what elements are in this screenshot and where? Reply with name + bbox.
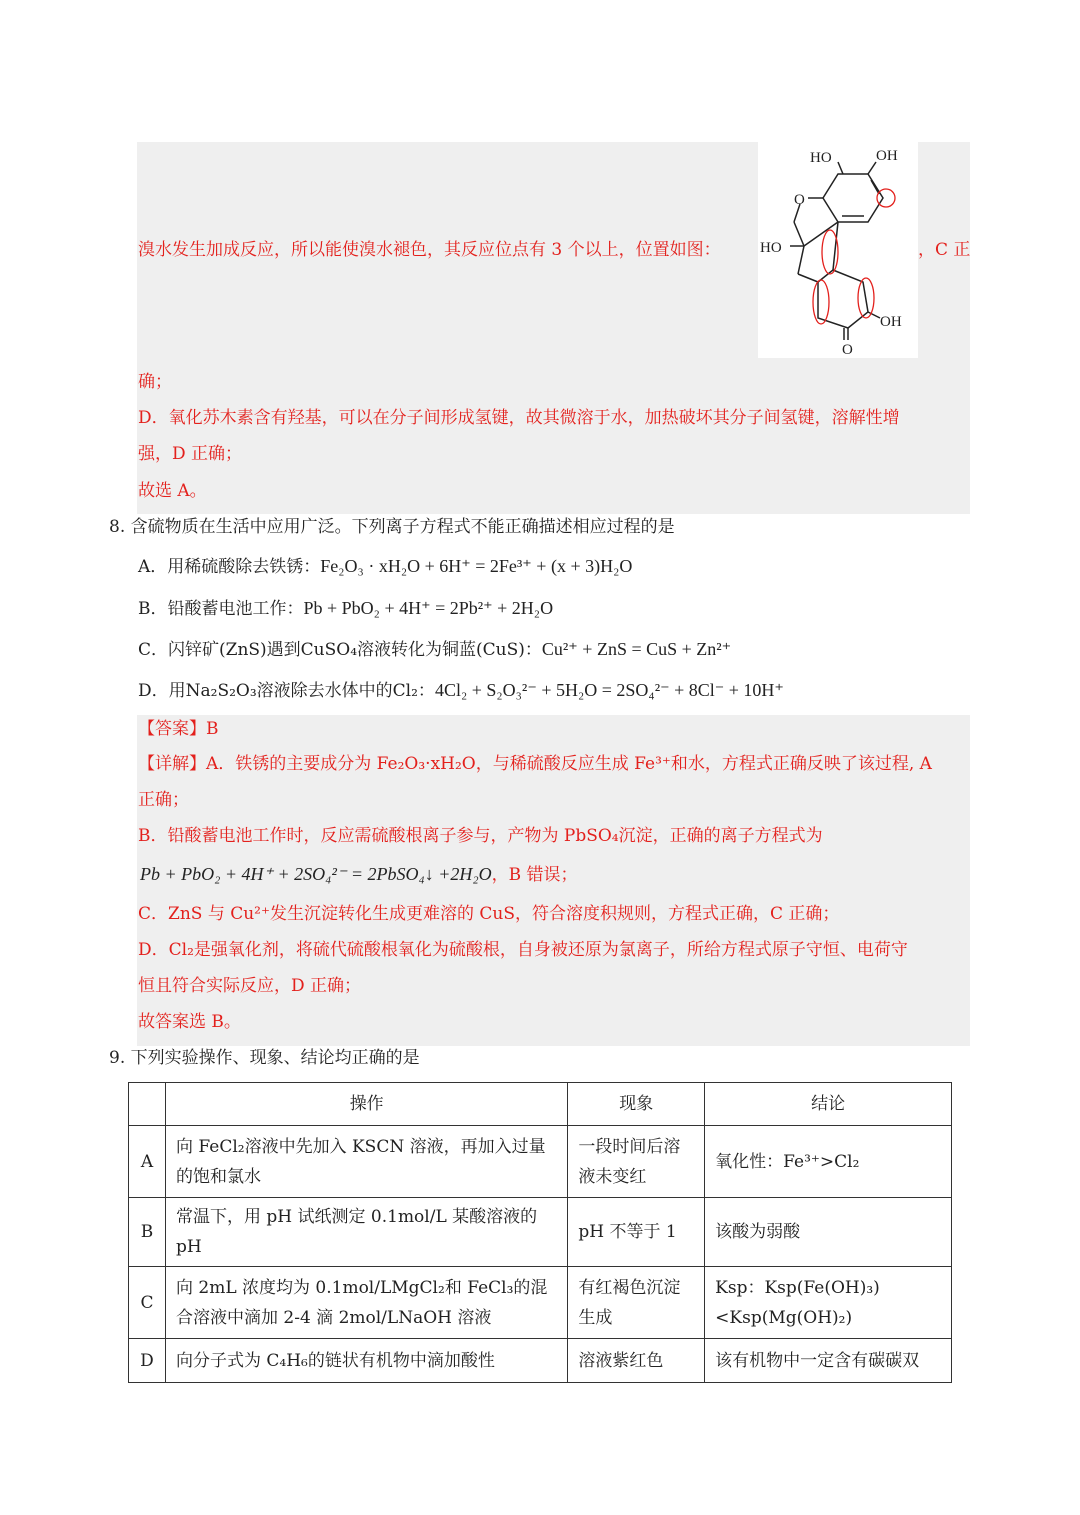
header-cell bbox=[129, 1083, 166, 1126]
q7-detail-line: 强，D 正确； bbox=[138, 444, 243, 464]
option-formula: 4Cl₂ + S₂O₃²⁻ + 5H₂O = 2SO₄²⁻ + 8Cl⁻ + 10H⁺ bbox=[434, 680, 784, 700]
conclusion-cell: 氧化性：Fe³⁺>Cl₂ bbox=[705, 1126, 952, 1198]
row-label: C bbox=[129, 1267, 166, 1339]
q9-table bbox=[128, 1082, 952, 1383]
option-formula: Fe₂O₃ · xH₂O + 6H⁺ = 2Fe³⁺ + (x + 3)H₂O bbox=[320, 556, 633, 576]
detail-formula: Pb + PbO₂ + 4H⁺ + 2SO₄²⁻ = 2PbSO₄↓ +2H₂O bbox=[140, 864, 492, 884]
q7-detail-line: 确； bbox=[138, 372, 172, 392]
q9-stem: 9. 下列实验操作、现象、结论均正确的是 bbox=[109, 1048, 420, 1068]
table-row bbox=[129, 1198, 952, 1267]
operation-cell: 向分子式为 C₄H₆的链状有机物中滴加酸性 bbox=[165, 1339, 567, 1383]
q8-detail-line: 正确； bbox=[138, 790, 189, 810]
option-formula: Cu²⁺ + ZnS = CuS + Zn²⁺ bbox=[541, 639, 732, 659]
phenomenon-cell: pH 不等于 1 bbox=[568, 1198, 705, 1267]
table-header-row bbox=[129, 1083, 952, 1126]
q8-stem: 8. 含硫物质在生活中应用广泛。下列离子方程式不能正确描述相应过程的是 bbox=[109, 517, 675, 537]
q8-answer: 【答案】B bbox=[138, 719, 219, 739]
molecule-structure bbox=[758, 142, 918, 358]
operation-cell: 常温下，用 pH 试纸测定 0.1mol/L 某酸溶液的 pH bbox=[165, 1198, 567, 1267]
q8-option-d bbox=[138, 678, 784, 703]
q8-option-c bbox=[138, 637, 731, 662]
molecule-label-ho-left: HO bbox=[760, 240, 782, 256]
molecule-label-oh-right: OH bbox=[880, 314, 902, 330]
molecule-label-oh-top: OH bbox=[876, 148, 898, 164]
q8-detail-line: D．Cl₂是强氧化剂，将硫代硫酸根氧化为硫酸根，自身被还原为氯离子，所给方程式原子守恒、电荷守 bbox=[138, 940, 908, 960]
row-label: A bbox=[129, 1126, 166, 1198]
detail-formula-tail: ，B 错误； bbox=[491, 865, 578, 885]
table-row bbox=[129, 1126, 952, 1198]
molecule-label-keto-o: O bbox=[842, 342, 853, 358]
q8-detail-line: C．ZnS 与 Cu²⁺发生沉淀转化生成更难溶的 CuS，符合溶度积规则，方程式正确，C 正确； bbox=[138, 904, 840, 924]
molecule-label-ho-top: HO bbox=[810, 150, 832, 166]
phenomenon-cell: 有红褐色沉淀生成 bbox=[568, 1267, 705, 1339]
phenomenon-cell: 溶液紫红色 bbox=[568, 1339, 705, 1383]
q8-option-b bbox=[138, 596, 553, 621]
q7-detail-tail: ，C 正 bbox=[918, 240, 971, 260]
option-label: B．铅酸蓄电池工作： bbox=[138, 599, 304, 619]
header-cell: 操作 bbox=[165, 1083, 567, 1126]
option-label: D．用Na₂S₂O₃溶液除去水体中的Cl₂： bbox=[138, 681, 435, 701]
q7-detail-line: D．氧化苏木素含有羟基，可以在分子间形成氢键，故其微溶于水，加热破坏其分子间氢键，溶解性增 bbox=[138, 408, 900, 428]
phenomenon-cell: 一段时间后溶液未变红 bbox=[568, 1126, 705, 1198]
q8-detail-line: 恒且符合实际反应，D 正确； bbox=[138, 976, 362, 996]
q8-detail-formula-line bbox=[140, 862, 578, 887]
conclusion-cell: 该酸为弱酸 bbox=[705, 1198, 952, 1267]
q8-detail-line: 【详解】A．铁锈的主要成分为 Fe₂O₃·xH₂O，与稀硫酸反应生成 Fe³⁺和水，方程式正确反映了该过程, A bbox=[138, 754, 932, 774]
option-label: A．用稀硫酸除去铁锈： bbox=[138, 557, 321, 577]
q8-detail-line: B．铅酸蓄电池工作时，反应需硫酸根离子参与，产物为 PbSO₄沉淀，正确的离子方程式为 bbox=[138, 826, 823, 846]
option-formula: Pb + PbO₂ + 4H⁺ = 2Pb²⁺ + 2H₂O bbox=[303, 598, 554, 618]
q7-detail-line: 溴水发生加成反应，所以能使溴水褪色，其反应位点有 3 个以上，位置如图： bbox=[138, 240, 721, 260]
q8-option-a bbox=[138, 554, 632, 579]
table-row bbox=[129, 1267, 952, 1339]
row-label: B bbox=[129, 1198, 166, 1267]
operation-cell: 向 2mL 浓度均为 0.1mol/LMgCl₂和 FeCl₃的混合溶液中滴加 2-4 滴 2mol/LNaOH 溶液 bbox=[165, 1267, 567, 1339]
table-row bbox=[129, 1339, 952, 1383]
header-cell: 现象 bbox=[568, 1083, 705, 1126]
molecule-label-ring-o: O bbox=[794, 192, 805, 208]
header-cell: 结论 bbox=[705, 1083, 952, 1126]
row-label: D bbox=[129, 1339, 166, 1383]
conclusion-cell: 该有机物中一定含有碳碳双 bbox=[705, 1339, 952, 1383]
q8-detail-line: 故答案选 B。 bbox=[138, 1012, 241, 1032]
conclusion-cell: Ksp：Ksp(Fe(OH)₃)<Ksp(Mg(OH)₂) bbox=[705, 1267, 952, 1339]
option-label: C．闪锌矿(ZnS)遇到CuSO₄溶液转化为铜蓝(CuS)： bbox=[138, 640, 542, 660]
q7-detail-line: 故选 A。 bbox=[138, 481, 207, 501]
operation-cell: 向 FeCl₂溶液中先加入 KSCN 溶液，再加入过量的饱和氯水 bbox=[165, 1126, 567, 1198]
